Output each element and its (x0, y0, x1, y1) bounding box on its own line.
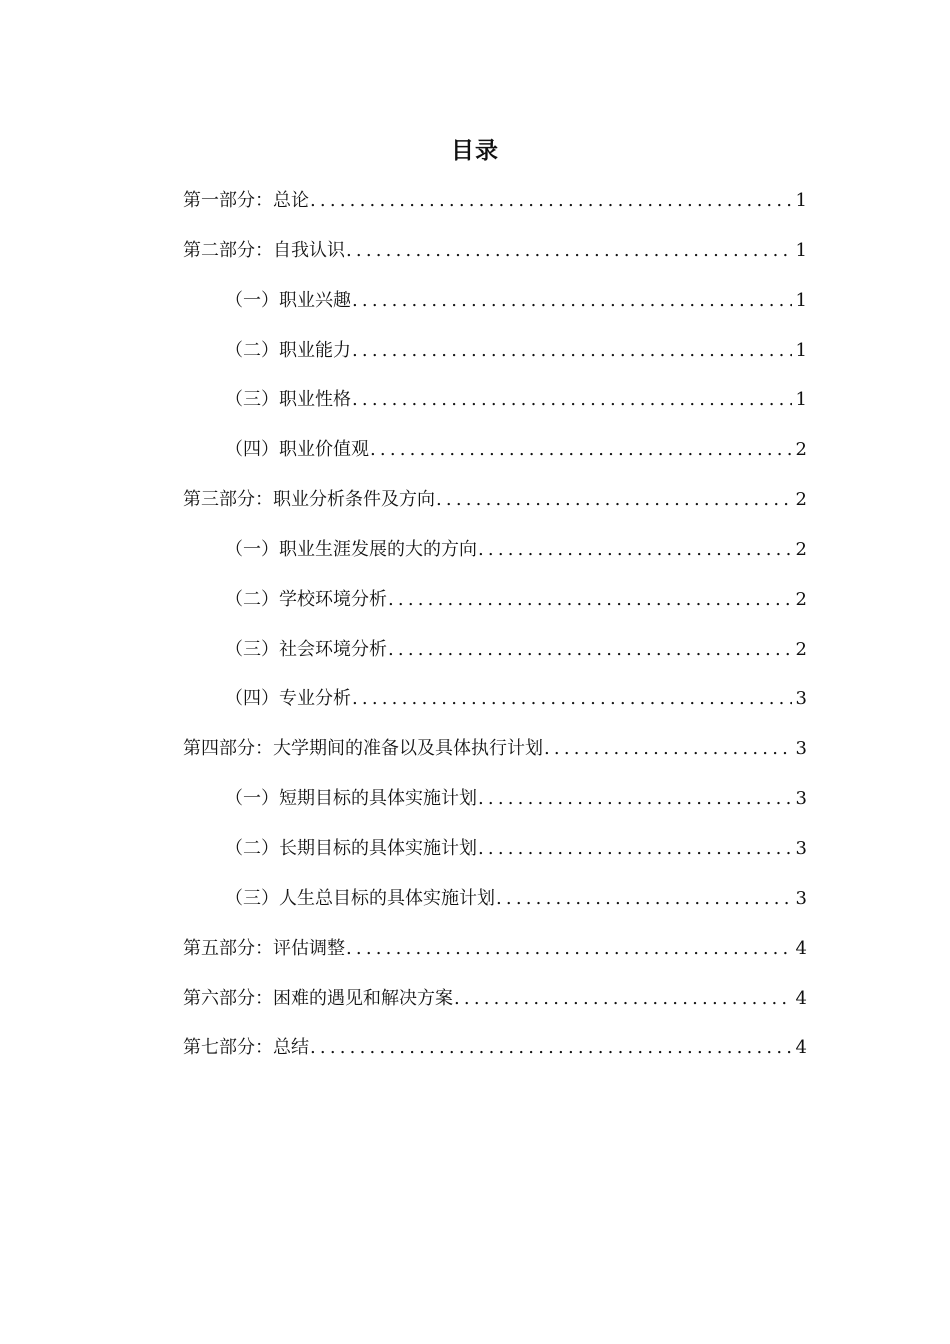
toc-entry-title: 第七部分：总结 (183, 1037, 309, 1059)
toc-dot-leader (388, 582, 792, 618)
toc-entry-title: 第六部分：困难的遇见和解决方案 (183, 987, 453, 1009)
toc-page-number: 3 (795, 688, 807, 710)
toc-dot-leader (478, 781, 792, 817)
toc-entry-title: （一）职业生涯发展的大的方向 (225, 538, 477, 560)
toc-title: 目录 (451, 138, 499, 164)
toc-entry-title: （四）专业分析 (225, 688, 351, 710)
toc-dot-leader (454, 981, 792, 1017)
toc-page-number: 3 (795, 887, 807, 909)
toc-dot-leader (352, 283, 792, 319)
toc-dot-leader (478, 532, 792, 568)
toc-page-number: 1 (795, 289, 807, 311)
toc-entry[interactable] (183, 432, 807, 482)
toc-entry-title: （二）职业能力 (225, 339, 351, 361)
toc-entry[interactable] (183, 831, 807, 881)
toc-page-number: 2 (795, 439, 807, 461)
toc-page-number: 4 (795, 1037, 807, 1059)
toc-entry[interactable] (183, 482, 807, 532)
toc-entry[interactable] (183, 582, 807, 632)
toc-page-number: 4 (795, 987, 807, 1009)
toc-entry[interactable] (183, 183, 807, 233)
toc-page-number: 1 (795, 239, 807, 261)
toc-entry-title: （三）人生总目标的具体实施计划 (225, 887, 495, 909)
toc-page-number: 3 (795, 837, 807, 859)
toc-entry[interactable] (183, 881, 807, 931)
toc-entry-title: （二）学校环境分析 (225, 588, 387, 610)
toc-entry[interactable] (183, 681, 807, 731)
toc-page-number: 3 (795, 738, 807, 760)
toc-page-number: 2 (795, 638, 807, 660)
toc-dot-leader (352, 681, 792, 717)
toc-page-number: 2 (795, 538, 807, 560)
toc-entry[interactable] (183, 731, 807, 781)
toc-dot-leader (436, 482, 792, 518)
toc-entry-title: （一）职业兴趣 (225, 289, 351, 311)
toc-entry-title: 第四部分：大学期间的准备以及具体执行计划 (183, 738, 543, 760)
toc-entry-title: 第一部分：总论 (183, 190, 309, 211)
toc-entry[interactable] (183, 781, 807, 831)
toc-entry[interactable] (183, 1030, 807, 1080)
toc-dot-leader (310, 183, 792, 219)
toc-entry[interactable] (183, 233, 807, 283)
toc-entry[interactable] (183, 382, 807, 432)
toc-dot-leader (352, 333, 792, 369)
toc-page-number: 2 (795, 588, 807, 610)
toc-entry-title: （三）社会环境分析 (225, 638, 387, 660)
toc-entry[interactable] (183, 333, 807, 383)
toc-entry-title: （四）职业价值观 (225, 439, 369, 461)
toc-entry[interactable] (183, 532, 807, 582)
toc-page-number: 1 (795, 339, 807, 361)
toc-list (183, 183, 807, 1080)
toc-page-number: 2 (795, 489, 807, 511)
toc-entry[interactable] (183, 931, 807, 981)
toc-entry-title: （三）职业性格 (225, 389, 351, 411)
toc-dot-leader (310, 1030, 792, 1066)
toc-dot-leader (346, 233, 792, 269)
toc-entry-title: 第三部分：职业分析条件及方向 (183, 489, 435, 511)
toc-entry[interactable] (183, 283, 807, 333)
toc-page-number: 1 (795, 190, 807, 211)
toc-entry[interactable] (183, 632, 807, 682)
toc-page-number: 4 (795, 937, 807, 959)
toc-dot-leader (544, 731, 792, 767)
toc-page-number: 3 (795, 788, 807, 810)
toc-entry-title: （二）长期目标的具体实施计划 (225, 837, 477, 859)
toc-dot-leader (496, 881, 792, 917)
toc-dot-leader (346, 931, 792, 967)
toc-dot-leader (478, 831, 792, 867)
toc-dot-leader (370, 432, 792, 468)
toc-entry-title: 第五部分：评估调整 (183, 937, 345, 959)
toc-entry[interactable] (183, 981, 807, 1031)
toc-entry-title: 第二部分：自我认识 (183, 239, 345, 261)
toc-page-number: 1 (795, 389, 807, 411)
toc-dot-leader (388, 632, 792, 668)
toc-dot-leader (352, 382, 792, 418)
toc-entry-title: （一）短期目标的具体实施计划 (225, 788, 477, 810)
